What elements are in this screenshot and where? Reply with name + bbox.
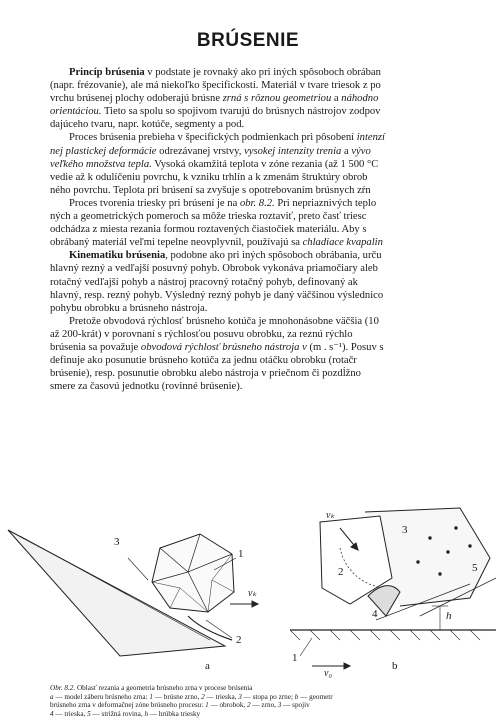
body-text-run: odchádza z miesta rezania formou roztavených čiastočiek materiálu. Aby s xyxy=(50,224,367,236)
label-a-vk: vₖ xyxy=(248,588,257,599)
body-text-run: Pretože obvodová rýchlosť brúsneho kotúča je mnohonásobne väčšia (10 xyxy=(69,315,379,327)
body-text-run: Vysoká okamžitá teplota v zóne rezania (až 1 500 °C xyxy=(151,158,379,170)
body-line xyxy=(50,184,496,197)
caption-text-run: 4 xyxy=(50,709,54,718)
figure-caption xyxy=(50,684,496,718)
caption-text-run: — strižná rovina, xyxy=(90,709,145,718)
body-text xyxy=(50,66,496,393)
caption-text-run: 3 xyxy=(238,692,242,701)
callout-a-1: 1 xyxy=(238,548,244,560)
caption-line xyxy=(50,710,496,719)
caption-text-run: — zrno, xyxy=(250,701,278,710)
body-text-run: až 200-krát) v porovnaní s rýchlosťou posuvu obrobku, za reznú rýchlo xyxy=(50,328,353,340)
body-text-run: vedie až k odulíčeniu povrchu, k vzniku trhlín a k zmenám štruktúry obrob xyxy=(50,171,368,183)
body-line xyxy=(50,158,496,171)
body-line xyxy=(50,262,496,275)
body-text-run: Princíp brúsenia xyxy=(69,67,145,78)
body-text-run: Proces tvorenia triesky pri brúsení je na xyxy=(69,197,240,209)
caption-text-run: Obr. 8.2. xyxy=(50,684,76,692)
label-b-h: h xyxy=(446,610,452,622)
body-text-run: Tieto sa spolu so spojivom tvarujú do brúsnych nástrojov zodpov xyxy=(101,106,381,118)
body-line xyxy=(50,210,496,223)
body-text-run: v podstate je rovnaký ako pri iných spôsoboch obrában xyxy=(144,67,381,78)
body-text-run: (napr. frézovanie), ale má niekoľko špecifickostí. Materiál v tvare triesok z po xyxy=(50,80,381,92)
caption-text-run: — brúsne zrno, xyxy=(153,692,202,701)
caption-text-run: 2 xyxy=(201,692,205,701)
body-text-run: obrábaný materiál veľmi tepelne neovplyvnil, používajú sa xyxy=(50,237,303,249)
body-line xyxy=(50,341,496,354)
caption-text-run: 5 xyxy=(87,709,91,718)
caption-text-run: 3 xyxy=(277,701,282,710)
callout-b-5: 5 xyxy=(472,562,478,574)
body-text-run: definuje ako posunutie brúsneho kotúča za jednu otáčku obrobku (rotačr xyxy=(50,355,357,367)
figure-8-2 xyxy=(0,488,496,678)
caption-text-run: — trieska, xyxy=(53,709,88,718)
body-line xyxy=(50,236,496,249)
body-text-run: a xyxy=(331,93,342,105)
caption-text-run: 1 xyxy=(149,692,153,701)
body-line xyxy=(50,315,496,328)
page-title: BRÚSENIE xyxy=(196,30,300,51)
caption-text-run: — obrobok, xyxy=(208,701,248,710)
body-line xyxy=(50,289,496,302)
body-text-run: pohybu obrobku a brúsneho nástroja. xyxy=(50,302,208,314)
body-text-run: vývo xyxy=(351,145,371,157)
body-text-run: chladiace kvapalin xyxy=(302,237,383,249)
body-line xyxy=(50,145,496,158)
callout-a-2: 2 xyxy=(236,634,242,646)
body-text-run: orientáciou. xyxy=(50,106,102,118)
panel-a-drawing xyxy=(8,530,258,656)
body-text-run: ného povrchu. Teplota pri brúsení sa zvyšuje s opotrebovaním brúsnych zŕn xyxy=(50,184,371,196)
body-line xyxy=(50,276,496,289)
caption-text-run: — model záberu brúsneho zrna: xyxy=(53,692,150,701)
body-text-run: a xyxy=(341,145,352,157)
label-b-vk: vₖ xyxy=(326,510,335,521)
body-text-run: hlavný rezný a vedľajší posuvný pohyb. Obrobok vykonáva priamočiary aleb xyxy=(50,263,378,275)
body-line xyxy=(50,328,496,341)
callout-b-3: 3 xyxy=(402,524,408,536)
callout-b-2: 2 xyxy=(338,566,344,578)
body-line xyxy=(50,302,496,315)
body-line xyxy=(50,118,496,131)
body-text-run: smere za časovú jednotku (rovinné brúsenie). xyxy=(50,381,243,393)
label-b-v0: v₀ xyxy=(324,668,332,679)
caption-text-run: Oblasť rezania a geometria brúsneho zrna v procese brúsenia xyxy=(75,684,253,692)
body-text-run: zrná s rôznou geometriou xyxy=(222,93,332,105)
body-line xyxy=(50,249,496,262)
caption-text-run: — stopa po zrne; xyxy=(241,692,295,701)
body-text-run: vysokej intenzity trenia xyxy=(244,145,342,157)
body-text-run: hlavný, resp. rezný pohyb. Výsledný rezný pohyb je daný väčšinou výslednico xyxy=(50,289,384,301)
caption-line xyxy=(50,701,496,710)
body-text-run: vrchu brúsenej plochy odoberajú brúsne xyxy=(50,93,223,105)
body-line xyxy=(50,354,496,367)
caption-text-run: 1 xyxy=(205,701,209,710)
body-line xyxy=(50,197,496,210)
body-text-run: náhodno xyxy=(341,93,379,105)
body-text-run: brúsenia sa považuje xyxy=(50,341,141,353)
caption-line xyxy=(50,693,496,702)
body-text-run: ných a geometrických pomeroch sa môže trieska roztaviť, preto časť triesc xyxy=(50,211,367,223)
body-text-run: veľkého množstva tepla. xyxy=(50,158,152,170)
panel-b-drawing xyxy=(290,508,496,669)
caption-text-run: h xyxy=(144,709,149,718)
panel-a-label: a xyxy=(205,660,210,672)
abrasive-grain xyxy=(152,534,234,612)
body-line xyxy=(50,105,496,118)
body-text-run: , podobne ako pri iných spôsoboch obrábania, urču xyxy=(165,250,382,262)
body-text-run: brúsenie), resp. posunutie obrobku alebo nástroja v priečnom či pozdĺžno xyxy=(50,368,361,380)
body-text-run: rotačný vedľajší pohyb a nástroj pracovný rotačný pohyb, definovaný ak xyxy=(50,276,358,288)
body-text-run: nej plastickej deformácie xyxy=(50,145,157,157)
callout-a-3: 3 xyxy=(114,536,120,548)
body-text-run: Pri nepriaznivých teplo xyxy=(274,197,377,209)
caption-text-run: — hrúbka triesky xyxy=(148,709,201,718)
body-line xyxy=(50,131,496,144)
panel-b-label: b xyxy=(392,660,398,672)
body-line xyxy=(50,223,496,236)
body-line xyxy=(50,367,496,380)
callout-b-4: 4 xyxy=(372,608,378,620)
caption-text-run: — trieska, xyxy=(204,692,239,701)
caption-line xyxy=(50,684,496,693)
body-line xyxy=(50,171,496,184)
body-text-run: odrezávanej vrstvy, xyxy=(156,145,245,157)
body-text-run: Kinematiku brúsenia xyxy=(69,250,166,262)
body-text-run: obr. 8.2. xyxy=(239,197,275,209)
caption-text-run: b xyxy=(294,692,299,701)
body-text-run: intenzí xyxy=(356,132,385,144)
body-text-run: dajúceho tvaru, napr. kotúče, segmenty a pod. xyxy=(50,119,245,131)
callout-b-1: 1 xyxy=(292,652,298,664)
caption-text-run: 2 xyxy=(247,701,251,710)
caption-text-run: — spojiv xyxy=(281,701,310,710)
body-text-run: Proces brúsenia prebieha v špecifických podmienkach pri pôsobení xyxy=(69,132,357,144)
body-line xyxy=(50,79,496,92)
caption-text-run: a xyxy=(50,692,54,701)
body-line xyxy=(50,66,496,79)
body-line xyxy=(50,92,496,105)
body-line xyxy=(50,380,496,393)
body-text-run: (m . s⁻¹). Posuv s xyxy=(306,341,384,353)
body-text-run: obvodová rýchlosť brúsneho nástroja v xyxy=(140,341,307,353)
figure-drawing xyxy=(0,488,496,678)
caption-text-run: — geometr xyxy=(298,692,333,701)
caption-text-run: brúsneho zrna v deformačnej zóne brúsneho procesu: xyxy=(50,701,206,710)
